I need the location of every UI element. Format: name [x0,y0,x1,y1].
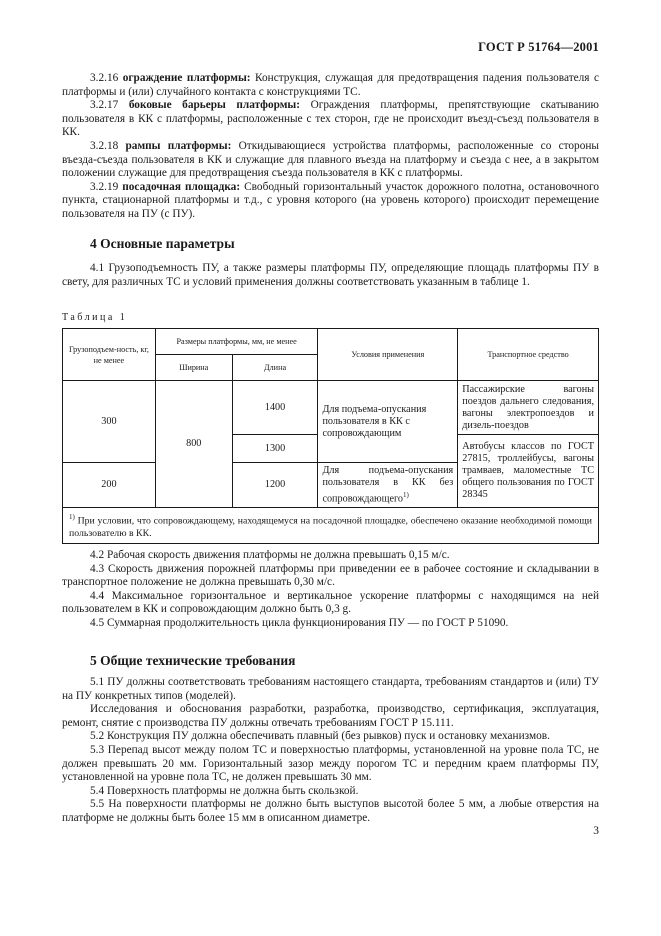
definition-3-2-19: 3.2.19 посадочная площадка: Свободный горизонтальный участок дорожного полотна, остановочного пункта, стационарной платформы и т.д., с уровня которого (на уровень которого) происходит перемещение пользователя на ПУ (с ПУ). [62,180,599,220]
paragraph-5-3: 5.3 Перепад высот между полом ТС и поверхностью платформы, установленной на уровне пола ТС, не должен превышать 20 мм. Горизонтальный зазор между порогом ТС и передним краем платформы ПУ, установленной на уровне пола ТС, не должен превышать 30 мм. [62,743,599,784]
table-caption: Таблица 1 [62,312,128,323]
paragraph-5-1b: Исследования и обоснования разработки, разработка, производство, сертификация, эксплуатация, ремонт, снятие с производства ПУ должны отвечать требованиям ГОСТ Р 15.111. [62,703,599,729]
cell-length-1300: 1300 [232,435,318,463]
section-4-paragraphs [62,549,599,631]
paragraph-4-2: 4.2 Рабочая скорость движения платформы не должна превышать 0,15 м/с. [90,549,450,561]
page-number: 3 [593,825,599,837]
cell-conditions-1: Для подъема-опускания пользователя в КК с сопровождающим [318,381,458,463]
cell-capacity-200: 200 [63,463,156,508]
paragraph-5-5: 5.5 На поверхности платформы не должно быть выступов высотой более 5 мм, а любые отверстия на платформе не должны быть более 15 мм в описанном диаметре. [62,798,599,824]
definition-3-2-18: 3.2.18 рампы платформы: Откидывающиеся устройства платформы, расположенные со стороны въезда-съезда пользователя в КК и служащие для плавного въезда на платформу и съезда с нее, а в закрытом положении служащие для предотвращения съезда пользователя в КК с платформы. [62,139,599,180]
paragraph-4-4: 4.4 Максимальное горизонтальное и вертикальное ускорение платформы с находящимся на ней пользователем в КК и сопровождающим должно быть 0,3 g. [62,589,599,616]
cell-vehicle-1: Пассажирские вагоны поездов дальнего следования, вагоны электропоездов и дизель-поездов [458,381,599,435]
standard-header: ГОСТ Р 51764—2001 [478,40,599,54]
definition-3-2-16: 3.2.16 ограждение платформы: Конструкция, служащая для предотвращения падения пользователя с платформы и (или) случайного контакта с конструкциями ТС. [62,72,600,98]
paragraph-5-1: 5.1 ПУ должны соответствовать требованиям настоящего стандарта, требованиям стандартов и (или) ТУ на ПУ конкретных типов (моделей). [62,676,599,702]
cell-vehicle-2: Автобусы классов по ГОСТ 27815, троллейбусы, вагоны трамваев, маломестные ТС общего пользования по ГОСТ 28345 [458,435,599,508]
paragraph-4-5: 4.5 Суммарная продолжительность цикла функционирования ПУ — по ГОСТ Р 51090. [90,616,509,629]
paragraph-4-1: 4.1 Грузоподъемность ПУ, а также размеры платформы ПУ, определяющие площадь платформы ПУ в свету, для различных ТС и условий применения должны соответствовать указанным в таблице 1. [62,262,599,288]
header-conditions: Условия применения [318,329,458,381]
paragraph-5-4: 5.4 Поверхность платформы не должна быть скользкой. [90,784,359,797]
header-dimensions: Размеры платформы, мм, не менее [155,329,318,355]
section-4-heading: 4 Основные параметры [90,236,235,251]
section-5-heading: 5 Общие технические требования [90,653,296,668]
cell-conditions-2: Для подъема-опускания пользователя в КК без сопровождающего$^{1)}$ [318,463,458,508]
section-5-paragraphs [62,676,599,826]
table-footnote: $^{1)}$ При условии, что сопровождающему, находящемуся на посадочной площадке, обеспечено оказание необходимой помощи пользователю в КК. [63,508,599,543]
header-capacity: Грузоподъем-ность, кг, не менее [63,329,156,381]
cell-capacity-300: 300 [63,381,156,463]
definitions-block [62,72,599,222]
paragraph-5-2: 5.2 Конструкция ПУ должна обеспечивать плавный (без рывков) пуск и остановку механизмов. [90,730,550,743]
section-4-intro [62,262,599,289]
definition-3-2-17: 3.2.17 боковые барьеры платформы: Ограждения платформы, препятствующие скатыванию пользователя в КК с платформы, расположенные с тех сторон, где не происходит въезд-съезд пользователя в КК. [62,99,599,139]
cell-length-1400: 1400 [232,381,318,435]
paragraph-4-3: 4.3 Скорость движения порожней платформы при приведении ее в рабочее состояние и складывании в транспортное положение не должна превышать 0,30 м/с. [62,562,599,589]
cell-length-1200: 1200 [232,463,318,508]
header-width: Ширина [155,355,232,381]
table-1 [62,328,599,544]
header-length: Длина [232,355,318,381]
cell-width-800: 800 [155,381,232,508]
header-vehicle: Транспортное средство [458,329,599,381]
